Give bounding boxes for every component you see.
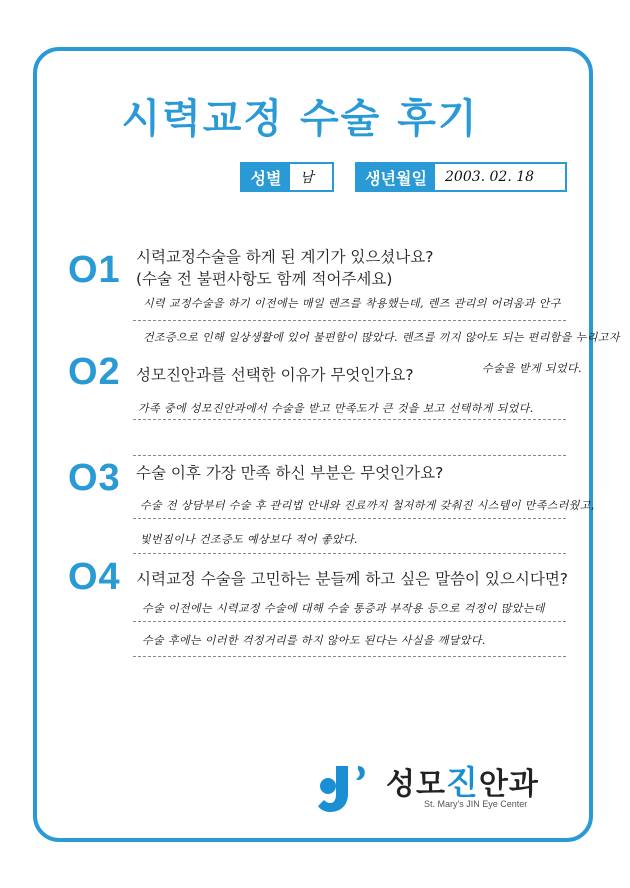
question-2-number: O2 [68, 351, 121, 393]
page-title: 시력교정 수술 후기 [121, 96, 479, 142]
answer-1-line-3: 수술을 받게 되었다. [482, 362, 582, 375]
answer-3-divider-1 [133, 518, 566, 519]
question-4-number: O4 [68, 556, 121, 598]
question-1-text [136, 246, 433, 290]
question-3-text: 수술 이후 가장 만족 하신 부분은 무엇인가요? [136, 464, 444, 482]
answer-3-line-2: 빛번짐이나 건조증도 예상보다 적어 좋았다. [140, 533, 358, 546]
question-2-text: 성모진안과를 선택한 이유가 무엇인가요? [136, 366, 414, 384]
logo-text-part-2: 진 [445, 763, 479, 802]
answer-1-line-1: 시력 교정수술을 하기 이전에는 매일 렌즈를 착용했는데, 렌즈 관리의 어려움과 안구 [143, 297, 561, 310]
gender-value: 남 [300, 170, 314, 186]
j-logo-icon [318, 762, 378, 814]
answer-3-line-1: 수술 전 상담부터 수술 후 관리법 안내와 진료까지 철저하게 갖춰진 시스템이 만족스러웠고, [140, 499, 595, 512]
question-4-text: 시력교정 수술을 고민하는 분들께 하고 싶은 말씀이 있으시다면? [136, 570, 569, 588]
answer-3-divider-2 [133, 553, 566, 554]
answer-2-line-1: 가족 중에 성모진안과에서 수술을 받고 만족도가 큰 것을 보고 선택하게 되었다. [138, 402, 534, 415]
answer-4-line-1: 수술 이전에는 시력교정 수술에 대해 수술 통증과 부작용 등으로 걱정이 많았는데 [142, 602, 545, 615]
question-3-number: O3 [68, 457, 121, 499]
answer-2-divider-2 [133, 455, 566, 456]
gender-field [240, 162, 334, 192]
logo-text-part-1: 성모 [386, 767, 446, 802]
clinic-logo-subtitle: St. Mary's JIN Eye Center [424, 799, 528, 809]
birthdate-value: 2003. 02. 18 [445, 169, 535, 185]
question-1-number: O1 [68, 249, 121, 291]
answer-4-divider-1 [133, 621, 566, 622]
gender-label: 성별 [242, 164, 290, 190]
clinic-logo-text [386, 757, 539, 804]
answer-1-divider-1 [133, 320, 566, 321]
logo-text-part-3: 안과 [478, 767, 539, 802]
question-1-line-1: 시력교정수술을 하게 된 계기가 있으셨나요? [136, 248, 434, 266]
answer-4-line-2: 수술 후에는 이러한 걱정거리를 하지 않아도 된다는 사실을 깨달았다. [142, 634, 486, 647]
answer-1-line-2: 건조증으로 인해 일상생활에 있어 불편함이 많았다. 렌즈를 끼지 않아도 되는 편리함을 누리고자 [143, 331, 620, 344]
birthdate-label: 생년월일 [357, 164, 435, 190]
question-1-line-2: (수술 전 불편사항도 함께 적어주세요) [136, 270, 393, 288]
answer-2-divider-1 [133, 419, 566, 420]
answer-4-divider-2 [133, 656, 566, 657]
birthdate-field [355, 162, 567, 192]
